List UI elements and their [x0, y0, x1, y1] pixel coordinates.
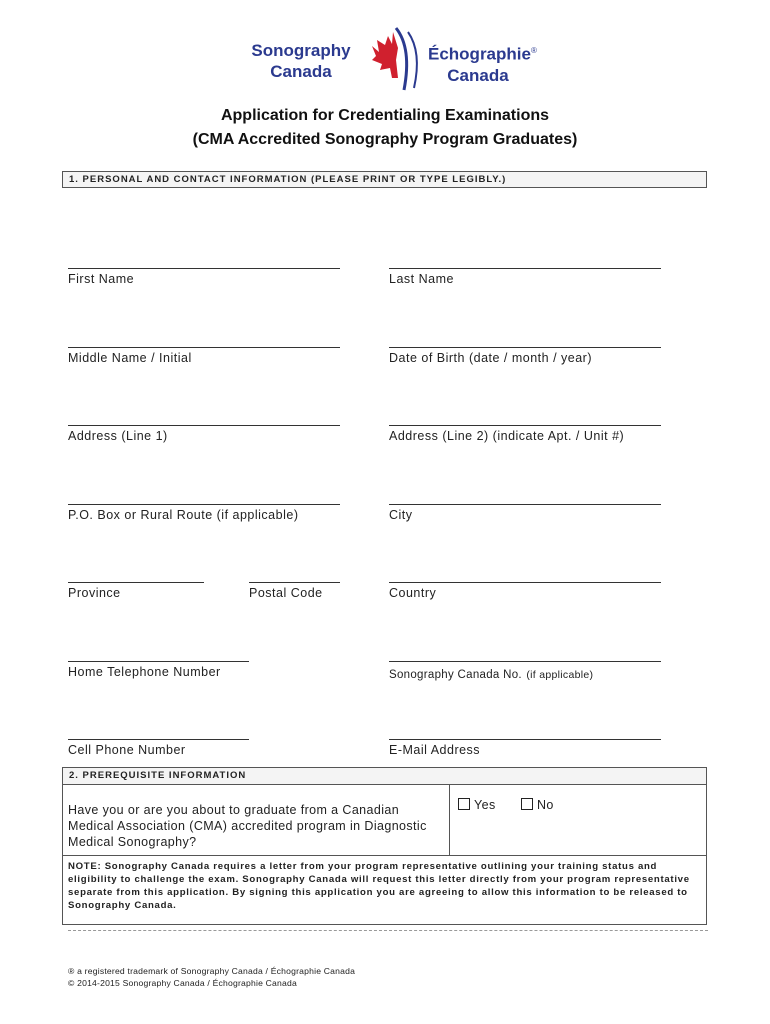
- divider: [449, 785, 450, 855]
- divider-dashed: [68, 930, 708, 931]
- cell-phone-label: Cell Phone Number: [68, 743, 186, 757]
- logo-text-french: Échographie® Canada: [428, 44, 537, 85]
- yes-option[interactable]: Yes: [458, 798, 496, 812]
- last-name-label: Last Name: [389, 272, 454, 286]
- middle-name-field[interactable]: [68, 347, 340, 348]
- postal-code-field[interactable]: [249, 582, 340, 583]
- home-phone-label: Home Telephone Number: [68, 665, 221, 679]
- first-name-label: First Name: [68, 272, 135, 286]
- address-line1-field[interactable]: [68, 425, 340, 426]
- email-label: E-Mail Address: [389, 743, 481, 757]
- address-line1-label: Address (Line 1): [68, 429, 168, 443]
- province-field[interactable]: [68, 582, 204, 583]
- maple-leaf-logo-icon: [352, 18, 432, 94]
- trademark-notice: ® a registered trademark of Sonography Canada / Échographie Canada: [68, 966, 356, 976]
- last-name-field[interactable]: [389, 268, 661, 269]
- address-line2-label: Address (Line 2) (indicate Apt. / Unit #): [389, 429, 625, 443]
- section-1-heading: 1. PERSONAL AND CONTACT INFORMATION (PLEASE PRINT OR TYPE LEGIBLY.): [62, 171, 707, 188]
- no-option[interactable]: No: [521, 798, 554, 812]
- date-of-birth-label: Date of Birth (date / month / year): [389, 351, 592, 365]
- po-box-label: P.O. Box or Rural Route (if applicable): [68, 508, 299, 522]
- city-field[interactable]: [389, 504, 661, 505]
- postal-code-label: Postal Code: [249, 586, 323, 600]
- note-text: NOTE: Sonography Canada requires a letter from your program representative outlining your training status and eligibility to challenge the exam. Sonography Canada will request this letter directly from your program representative separate from this application. By signing this application you are agreeing to allow this information to be released to Sonography Canada.: [68, 861, 690, 911]
- country-label: Country: [389, 586, 437, 600]
- sonography-canada-number-label: Sonography Canada No. (if applicable): [389, 669, 594, 681]
- po-box-field[interactable]: [68, 504, 340, 505]
- date-of-birth-field[interactable]: [389, 347, 661, 348]
- country-field[interactable]: [389, 582, 661, 583]
- section-2-heading: 2. PREREQUISITE INFORMATION: [62, 767, 707, 785]
- logo-text-english: Sonography Canada: [251, 41, 351, 81]
- middle-name-label: Middle Name / Initial: [68, 351, 192, 365]
- copyright-notice: © 2014-2015 Sonography Canada / Échographie Canada: [68, 978, 297, 988]
- province-label: Province: [68, 586, 121, 600]
- first-name-field[interactable]: [68, 268, 340, 269]
- page-title: Application for Credentialing Examinations (CMA Accredited Sonography Program Graduates): [192, 107, 578, 148]
- prerequisite-question: Have you or are you about to graduate from a Canadian Medical Association (CMA) accredited program in Diagnostic Medical Sonography?: [68, 803, 427, 849]
- address-line2-field[interactable]: [389, 425, 661, 426]
- email-field[interactable]: [389, 739, 661, 740]
- no-checkbox[interactable]: [521, 798, 533, 810]
- home-phone-field[interactable]: [68, 661, 249, 662]
- sonography-canada-number-field[interactable]: [389, 661, 661, 662]
- yes-checkbox[interactable]: [458, 798, 470, 810]
- city-label: City: [389, 508, 413, 522]
- cell-phone-field[interactable]: [68, 739, 249, 740]
